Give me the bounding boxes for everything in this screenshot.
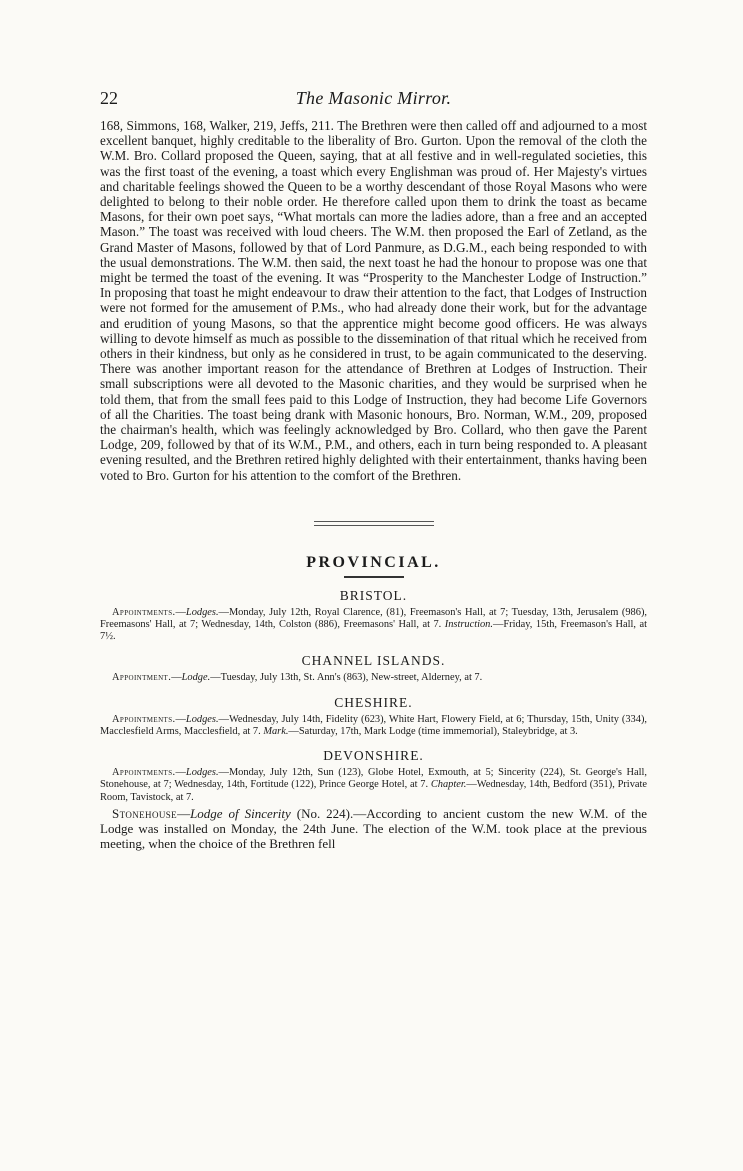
section-divider [314,521,434,526]
region-entry-channel-islands [100,672,647,684]
stonehouse-text: (No. 224).—According to ancient custom the new W.M. of the Lodge was installed on Monday, the 24th June. The election of the W.M. took place at the previous meeting, when the choice of the Brethren fell [100,805,648,851]
entry-lodges-label: Lodges. [185,713,219,725]
section-title-rule [344,576,404,578]
stonehouse-lodge-name: Lodge of Sincerity [190,805,291,821]
entry-lodges-text: —Wednesday, July 14th, Fidelity (623), White Hart, Flowery Field, at 6; Thursday, 15th, Unity (334), Macclesfield Arms, Macclesfield, at 7. [100,713,647,737]
entry-lodges-label: Lodges. [185,767,219,779]
region-entry-cheshire [100,714,647,738]
region-heading-devonshire: DEVONSHIRE. [323,748,424,764]
entry-extra-text: —Friday, 15th, Freemason's Hall, at 7½. [100,619,647,643]
entry-label: Appointments. [112,767,176,779]
entry-lodges-text: —Tuesday, July 13th, St. Ann's (863), New-street, Alderney, at 7. [210,672,483,684]
section-title: PROVINCIAL. [306,553,441,571]
entry-extra-text: —Saturday, 17th, Mark Lodge (time immemorial), Staleybridge, at 3. [288,725,578,737]
entry-dash: — [175,767,186,779]
entry-lodges-text: —Monday, July 12th, Sun (123), Globe Hotel, Exmouth, at 5; Sincerity (224), St. George's Hall, Stonehouse, at 7; Wednesday, 14th, Fortitude (122), Prince George Hotel, at 7. [100,767,647,791]
entry-lodges-label: Lodge. [181,672,211,684]
region-entry-devonshire [100,767,647,804]
entry-label: Appointments. [112,713,176,725]
entry-label: Appointments. [112,606,176,618]
entry-extra-label: Chapter. [430,779,467,791]
region-heading-cheshire: CHESHIRE. [334,694,413,710]
entry-dash: — [175,606,186,618]
region-entry-bristol [100,607,647,644]
lodge-report-paragraph: 168, Simmons, 168, Walker, 219, Jeffs, 211. The Brethren were then called off and adjourned to a most excellent banquet, highly creditable to the liberality of Bro. Gurton. Upon the removal of the cloth the W.M. Bro. Collard proposed the Queen, saying, that at all festive and in well-regulated societies, this was the first toast of the evening, a toast which every Englishman was proud of. Her Majesty's virtues and charitable feelings showed the Queen to be a worthy descendant of those Royal Masons who were delighted to belong to their noble order. He therefore called upon them to drink the toast as became Masons, for their own poet says, “What mortals can more the ladies adore, than a free and an accepted Mason.” The toast was received with loud cheers. The W.M. then proposed the Earl of Zetland, as the Grand Master of Masons, followed by that of Lord Panmure, as D.G.M., each being responded to with the usual demonstrations. The W.M. then said, the next toast he had the honour to propose was one that might be termed the toast of the evening. It was “Prosperity to the Manchester Lodge of Instruction.” In proposing that toast he might endeavour to draw their attention to the fact, that Lodges of Instruction were not formed for the amusement of P.Ms., who had already done their work, but for the advantage and erudition of young Masons, so that the apprentice might become good officers. He was always willing to devote himself as much as possible to the dissemination of that ritual which he received from others in their kindness, but only as he considered in trust, to be again communicated to the deserving. There was another important reason for the attendance of Brethren at Lodges of Instruction. Their small subscriptions were all devoted to the Masonic charities, and they would be surprised when he told them, that from the small fees paid to this Lodge of Instruction, they had become Life Governors of all the Charities. The toast being drank with Masonic honours, Bro. Norman, W.M., 209, proposed the chairman's health, which was feelingly acknowledged by Bro. Collard, who then gave the Parent Lodge, 209, followed by that of its W.M., P.M., and others, each in turn being responded to. A pleasant evening resulted, and the Brethren retired highly delighted with their entertainment, thanks having been voted to Bro. Gurton for his attention to the comfort of the Brethren. [100,118,647,483]
region-heading-bristol: BRISTOL. [339,587,408,603]
entry-extra-label: Instruction. [444,619,493,631]
entry-dash: — [175,713,186,725]
region-heading-channel-islands: CHANNEL ISLANDS. [301,653,446,669]
entry-label: Appointment. [112,672,172,684]
entry-lodges-label: Lodges. [185,606,219,618]
running-title: The Masonic Mirror. [295,88,452,108]
stonehouse-dash: — [177,805,191,821]
stonehouse-place: Stonehouse [112,805,178,821]
entry-extra-label: Mark. [263,725,289,737]
page-header [100,88,647,114]
entry-lodges-text: —Monday, July 12th, Royal Clarence, (81), Freemason's Hall, at 7; Tuesday, 13th, Jerusalem (986), Freemasons' Hall, at 7; Wednesday, 14th, Colston (886), Freemasons' Hall, at 7. [100,606,647,631]
entry-extra-text: —Wednesday, 14th, Bedford (351), Private Room, Tavistock, at 7. [100,779,648,803]
stonehouse-paragraph [100,806,647,851]
page-number: 22 [100,88,118,108]
entry-dash: — [171,672,182,684]
